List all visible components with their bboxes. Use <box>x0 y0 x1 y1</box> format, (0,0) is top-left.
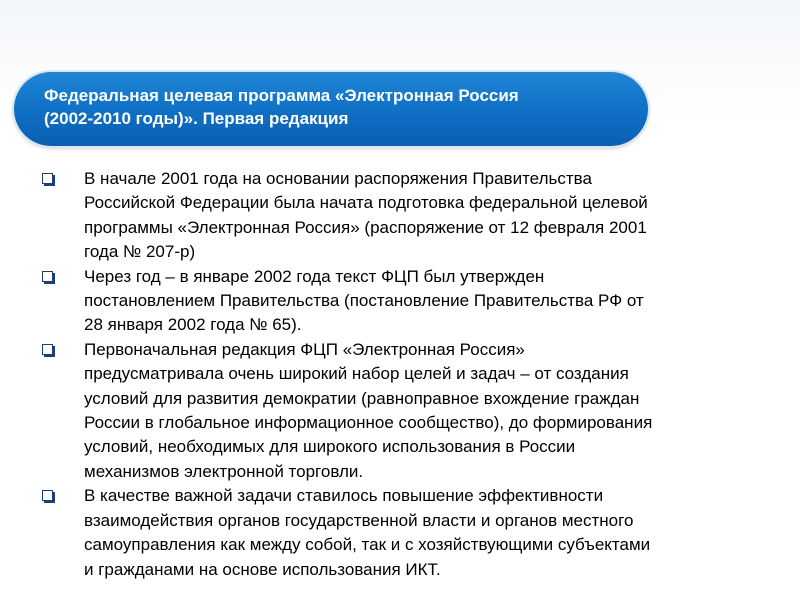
bullet-line: условий для развития демократии (равноправное вхождение граждан <box>84 388 640 408</box>
slide-title-line: Федеральная целевая программа «Электронная Россия <box>44 86 519 105</box>
bullet-line: условий, необходимых для широкого использования в России <box>84 437 576 457</box>
bullet-item <box>40 338 780 484</box>
bullet-line: года № 207-р) <box>84 242 196 262</box>
bullet-item <box>40 484 780 582</box>
bullet-line: 28 января 2002 года № 65). <box>84 315 302 335</box>
bullet-line: Российской Федерации была начата подготовка федеральной целевой <box>84 193 648 213</box>
bullet-line: постановлением Правительства (постановление Правительства РФ от <box>84 291 644 311</box>
bullet-line: предусматривала очень широкий набор целей и задач – от создания <box>84 364 629 384</box>
bullet-line: самоуправления как между собой, так и с хозяйствующими субъектами <box>84 535 651 555</box>
bullet-line: Первоначальная редакция ФЦП «Электронная Россия» <box>84 339 525 359</box>
bullet-item <box>40 167 780 265</box>
bullet-line: В качестве важной задачи ставилось повышение эффективности <box>84 486 604 506</box>
bullet-text <box>84 265 780 338</box>
bullet-line: В начале 2001 года на основании распоряжения Правительства <box>84 169 592 188</box>
bullet-item <box>40 265 780 338</box>
bullet-line: и гражданами на основе использования ИКТ. <box>84 559 441 579</box>
square-bullet-icon <box>42 271 53 282</box>
square-bullet-icon <box>42 344 53 355</box>
bullet-text <box>84 484 780 582</box>
bullet-line: России в глобальное информационное сообщество), до формирования <box>84 413 653 433</box>
bullet-line: Через год – в январе 2002 года текст ФЦП был утвержден <box>84 266 545 286</box>
square-bullet-icon <box>42 173 53 184</box>
bullet-line: программы «Электронная Россия» (распоряжение от 12 февраля 2001 <box>84 217 647 237</box>
bullet-list <box>40 167 780 582</box>
slide-title <box>44 84 634 130</box>
slide-title-line: (2002-2010 годы)». Первая редакция <box>44 109 349 128</box>
bullet-text <box>84 167 780 265</box>
bullet-line: механизмов электронной торговли. <box>84 461 364 481</box>
bullet-text <box>84 338 780 484</box>
bullet-line: взаимодействия органов государственной власти и органов местного <box>84 510 634 530</box>
square-bullet-icon <box>42 490 53 501</box>
